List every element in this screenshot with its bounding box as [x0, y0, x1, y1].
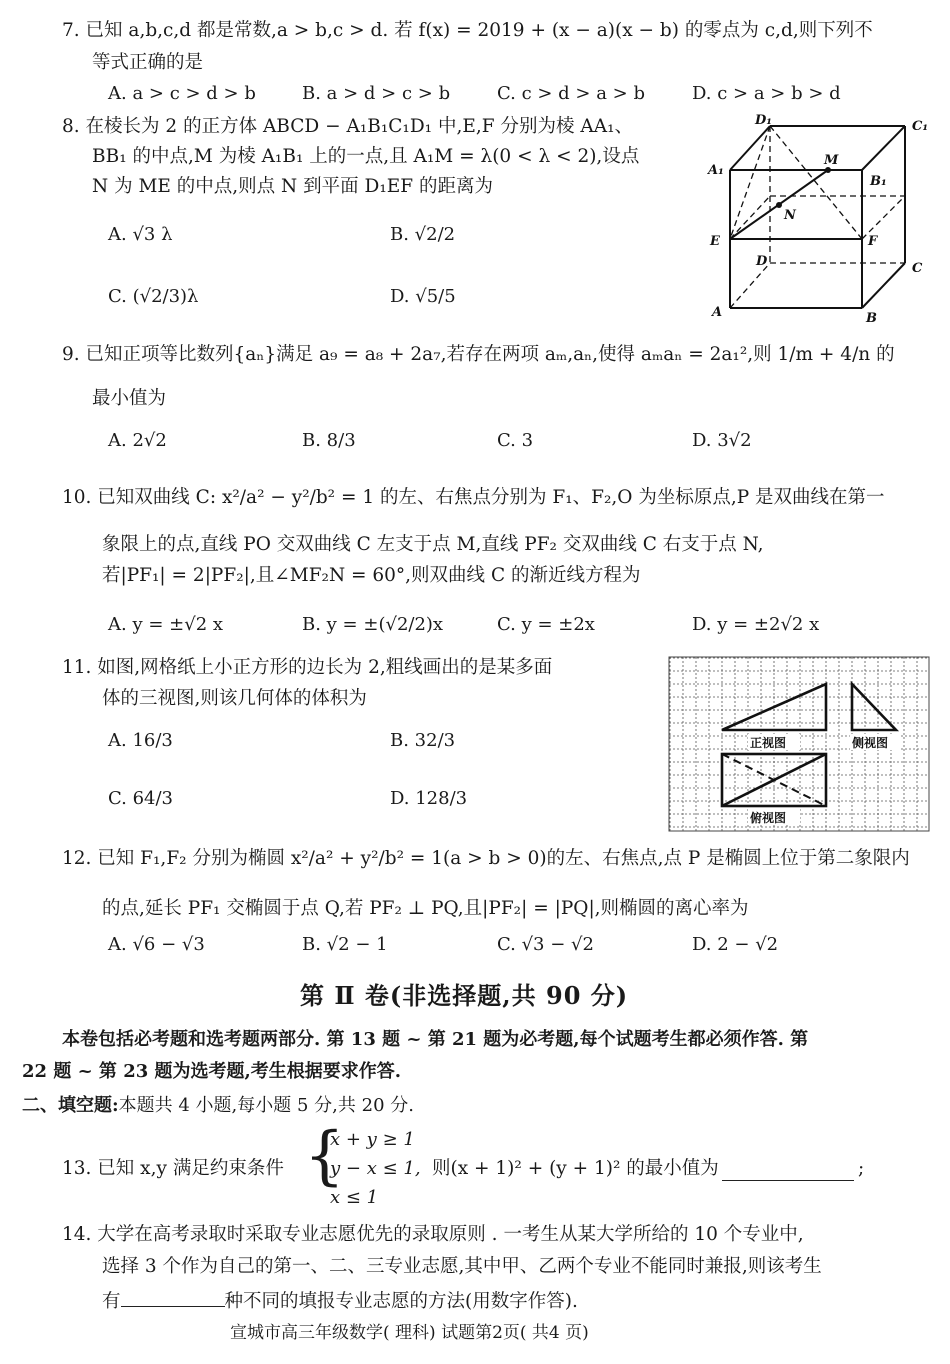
- q8-option-b: B. √2/2: [390, 224, 456, 245]
- q14-line3-suffix: 种不同的填报专业志愿的方法(用数字作答).: [224, 1291, 578, 1312]
- q7-option-c: C. c > d > a > b: [497, 83, 646, 104]
- q11-option-a: A. 16/3: [108, 730, 173, 751]
- q8-option-c: C. (√2/3)λ: [108, 286, 199, 307]
- q9-line1: 9. 已知正项等比数列{aₙ}满足 a₉ = a₈ + 2a₇,若存在两项 aₘ,aₙ,使得 aₘaₙ = 2a₁²,则 1/m + 4/n 的: [62, 344, 895, 365]
- label-d: D: [756, 254, 768, 269]
- q11-line1: 11. 如图,网格纸上小正方形的边长为 2,粗线画出的是某多面: [62, 657, 553, 678]
- q8-option-d: D. √5/5: [390, 286, 456, 307]
- q12-option-a: A. √6 − √3: [108, 934, 205, 955]
- side-view-label: 侧视图: [852, 736, 889, 750]
- q7-option-d: D. c > a > b > d: [692, 83, 841, 104]
- section-intro-line1: 本卷包括必考题和选考题两部分. 第 13 题 ~ 第 21 题为必考题,每个试题考生都必须作答. 第: [62, 1029, 809, 1050]
- q12-option-b: B. √2 − 1: [302, 934, 388, 955]
- label-n: N: [784, 208, 796, 223]
- label-f: F: [868, 234, 878, 249]
- label-a1: A₁: [708, 163, 724, 178]
- three-view-figure: [668, 656, 930, 832]
- fill-desc: 本题共 4 小题,每小题 5 分,共 20 分.: [118, 1095, 414, 1116]
- q12-line2: 的点,延长 PF₁ 交椭圆于点 Q,若 PF₂ ⊥ PQ,且|PF₂| = |PQ|,则椭圆的离心率为: [102, 898, 749, 919]
- q14-answer-blank[interactable]: [121, 1290, 225, 1307]
- q10-option-d: D. y = ±2√2 x: [692, 614, 820, 635]
- label-b1: B₁: [870, 174, 887, 189]
- q13-constraint-3: x ≤ 1: [330, 1187, 379, 1208]
- q12-option-d: D. 2 − √2: [692, 934, 779, 955]
- q13-end: ;: [858, 1158, 865, 1179]
- q14-line3-prefix: 有: [102, 1291, 121, 1312]
- q11-option-c: C. 64/3: [108, 788, 173, 809]
- q10-option-a: A. y = ±√2 x: [108, 614, 224, 635]
- label-c: C: [912, 261, 923, 276]
- label-c1: C₁: [912, 119, 929, 134]
- q8-line2: BB₁ 的中点,M 为棱 A₁B₁ 上的一点,且 A₁M = λ(0 < λ < 2),设点: [92, 146, 640, 167]
- q9-option-b: B. 8/3: [302, 430, 356, 451]
- fill-title: 二、填空题:: [22, 1095, 119, 1116]
- q13-suffix: 则(x + 1)² + (y + 1)² 的最小值为: [432, 1158, 719, 1179]
- q13-brace: {: [304, 1119, 345, 1193]
- q11-line2: 体的三视图,则该几何体的体积为: [102, 688, 367, 709]
- q13-answer-blank[interactable]: [722, 1162, 854, 1181]
- q8-line1: 8. 在棱长为 2 的正方体 ABCD − A₁B₁C₁D₁ 中,E,F 分别为棱 AA₁、: [62, 116, 633, 137]
- q10-line2: 象限上的点,直线 PO 交双曲线 C 左支于点 M,直线 PF₂ 交双曲线 C 右支于点 N,: [102, 534, 764, 555]
- q8-line3: N 为 ME 的中点,则点 N 到平面 D₁EF 的距离为: [92, 176, 493, 197]
- q9-option-d: D. 3√2: [692, 430, 752, 451]
- q10-option-b: B. y = ±(√2/2)x: [302, 614, 444, 635]
- q13-constraint-1: x + y ≥ 1: [330, 1129, 415, 1150]
- q10-line1: 10. 已知双曲线 C: x²/a² − y²/b² = 1 的左、右焦点分别为 F₁、F₂,O 为坐标原点,P 是双曲线在第一: [62, 487, 885, 508]
- q14-line3: [102, 1290, 578, 1312]
- section-title: 第 Ⅱ 卷(非选择题,共 90 分): [300, 981, 629, 1010]
- label-b: B: [866, 311, 877, 326]
- q7-line1: 7. 已知 a,b,c,d 都是常数,a > b,c > d. 若 f(x) = 2019 + (x − a)(x − b) 的零点为 c,d,则下列不: [62, 20, 873, 41]
- q7-line2: 等式正确的是: [92, 52, 204, 73]
- q9-line2: 最小值为: [92, 388, 167, 409]
- q7-option-a: A. a > c > d > b: [108, 83, 256, 104]
- top-view-label: 俯视图: [750, 811, 787, 825]
- q11-option-b: B. 32/3: [390, 730, 456, 751]
- section-intro-line2: 22 题 ~ 第 23 题为选考题,考生根据要求作答.: [22, 1061, 402, 1082]
- q13-constraint-2: y − x ≤ 1,: [330, 1158, 421, 1179]
- page-footer: 宣城市高三年级数学( 理科) 试题第2页( 共4 页): [230, 1323, 589, 1343]
- q14-line1: 14. 大学在高考录取时采取专业志愿优先的录取原则 . 一考生从某大学所给的 10 个专业中,: [62, 1224, 804, 1245]
- q12-line1: 12. 已知 F₁,F₂ 分别为椭圆 x²/a² + y²/b² = 1(a > b > 0)的左、右焦点,点 P 是椭圆上位于第二象限内: [62, 848, 910, 869]
- label-e: E: [710, 234, 720, 249]
- q10-line3: 若|PF₁| = 2|PF₂|,且∠MF₂N = 60°,则双曲线 C 的渐近线方程为: [102, 565, 641, 586]
- q10-option-c: C. y = ±2x: [497, 614, 595, 635]
- label-a: A: [712, 305, 723, 320]
- q7-option-b: B. a > d > c > b: [302, 83, 451, 104]
- q8-option-a: A. √3 λ: [108, 224, 173, 245]
- label-d1: D₁: [755, 113, 772, 128]
- cube-figure: [700, 108, 940, 328]
- q14-line2: 选择 3 个作为自己的第一、二、三专业志愿,其中甲、乙两个专业不能同时兼报,则该考生: [102, 1256, 822, 1277]
- fill-heading: [22, 1097, 414, 1115]
- label-m: M: [824, 153, 839, 168]
- q9-option-a: A. 2√2: [108, 430, 167, 451]
- front-view-label: 正视图: [750, 736, 787, 750]
- q12-option-c: C. √3 − √2: [497, 934, 594, 955]
- q9-option-c: C. 3: [497, 430, 534, 451]
- q13-prefix: 13. 已知 x,y 满足约束条件: [62, 1158, 284, 1179]
- q11-option-d: D. 128/3: [390, 788, 468, 809]
